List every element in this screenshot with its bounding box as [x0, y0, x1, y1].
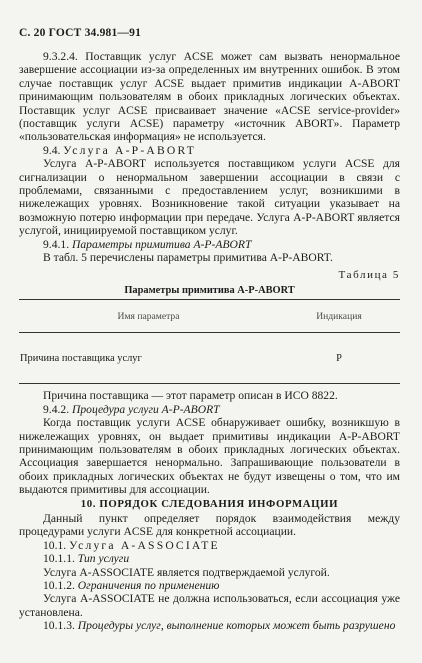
paragraph-9-4-2: Когда поставщик услуги ACSE обнаруживает ошибку, возникшую в нижележащих уровнях, он выдает примитивы индикации A-P-ABORT принимающим пользователям в обоих прикладных логических объектах. Ассоциация завершается ненормально. Запрашивающие пользователи в обоих прикладных логических объектах не будут извещены о том, что им выдаются примитивы для ассоциации. — [19, 416, 400, 497]
paragraph-9-4: Услуга A-P-ABORT используется поставщиком услуги ACSE для сигнализации о ненормальном завершении ассоциации в связи с проблемами, связанными с предоставлением услуг, возникшими в нижележащих уровнях. Возникновение такой ситуации указывает на возможную потерю информации при передаче. Услуга A-P-ABORT является услугой, инициируемой поставщиком услуг. — [19, 157, 400, 238]
paragraph-table-ref: В табл. 5 перечислены параметры примитива A-P-ABORT. — [43, 251, 333, 265]
section-heading-10: 10. ПОРЯДОК СЛЕДОВАНИЯ ИНФОРМАЦИИ — [80, 497, 339, 510]
heading-10-1 — [19, 539, 400, 552]
heading-number: 9.4.2. — [43, 402, 70, 416]
document-body — [19, 50, 400, 633]
heading-number: 10.1. — [43, 538, 67, 552]
heading-number: 10.1.2. — [43, 579, 75, 592]
table-header-cell: Индикация — [278, 300, 400, 333]
table-title: Параметры примитива A-P-ABORT — [124, 284, 295, 296]
heading-number: 10.1.3. — [43, 619, 75, 633]
heading-10-1-2 — [19, 579, 400, 592]
paragraph-10: Данный пункт определяет порядок взаимодействия между процедурами услуги ACSE для конкретной ассоциации. — [19, 511, 400, 539]
heading-number: 9.4.1. — [43, 237, 70, 251]
heading-title: Услуга A-P-ABORT — [63, 143, 196, 157]
table-row — [19, 333, 400, 384]
heading-9-4 — [19, 144, 400, 157]
heading-title: Ограничения по применению — [77, 579, 220, 592]
paragraph-10-1-2: Услуга A-ASSOCIATE не должна использоваться, если ассоциация уже установлена. — [19, 592, 400, 619]
heading-title: Процедура услуги A-P-ABORT — [72, 402, 220, 416]
heading-title: Процедуры услуг, выполнение которых может быть разрушено — [77, 619, 396, 633]
heading-title: Параметры примитива A-P-ABORT — [72, 237, 252, 251]
heading-title: Тип услуги — [77, 552, 130, 566]
heading-10-1-1 — [19, 552, 400, 565]
table-cell: Причина поставщика услуг — [19, 333, 278, 384]
heading-9-4-2 — [19, 403, 400, 416]
page-header: С. 20 ГОСТ 34.981—91 — [19, 27, 142, 39]
table-cell: P — [278, 333, 400, 384]
table-header-cell: Имя параметра — [19, 300, 278, 333]
paragraph-cause: Причина поставщика — этот параметр описан в ИСО 8822. — [43, 389, 338, 403]
table-caption: Таблица 5 — [338, 268, 400, 281]
heading-number: 9.4. — [43, 143, 61, 157]
heading-title: Услуга A-ASSOCIATE — [69, 538, 220, 552]
paragraph-9-3-2-4: 9.3.2.4. Поставщик услуг ACSE может сам вызвать ненормальное завершение ассоциации из-за определенных им внутренних ошибок. В этом случае поставщик услуг ACSE выдает примитив индикации A-ABORT принимающим пользователям в обоих прикладных логических объектах. Поставщик услуг ACSE присваивает значение «ACSE service-provider» (поставщик услуги ACSE) параметру «источник ABORT». Параметр «пользовательская информация» не используется. — [19, 50, 400, 144]
heading-9-4-1 — [19, 238, 400, 251]
table-header-row — [19, 300, 400, 333]
parameters-table — [19, 299, 400, 384]
paragraph-10-1-1: Услуга A-ASSOCIATE является подтверждаемой услугой. — [43, 565, 330, 579]
heading-number: 10.1.1. — [43, 552, 75, 566]
heading-10-1-3 — [19, 619, 400, 632]
